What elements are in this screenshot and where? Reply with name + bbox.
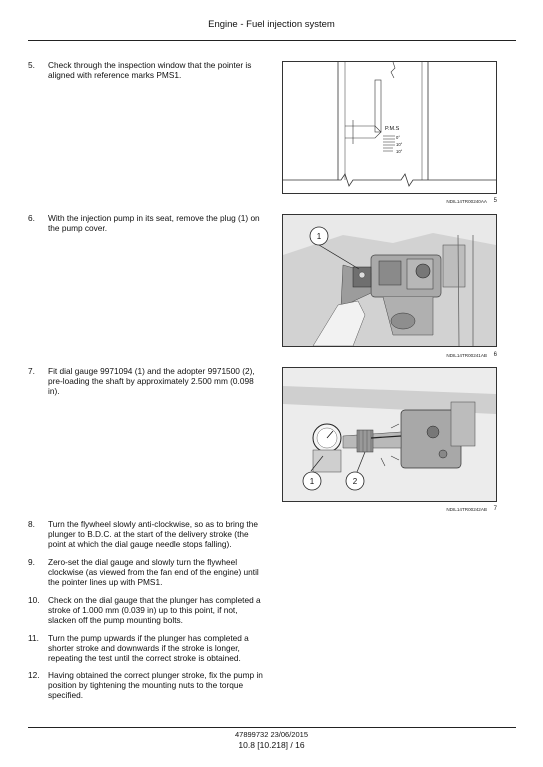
figure-code: NDIL14TR00240AA <box>446 199 487 204</box>
step-text: Having obtained the correct plunger stroke, fix the pump in position by tightening the mounting nuts to the torque specified. <box>48 670 263 701</box>
figure-6-pump-cover <box>282 214 497 347</box>
step-8 <box>28 519 264 550</box>
step-text: Turn the flywheel slowly anti-clockwise, so as to bring the plunger to B.D.C. at the start of the delivery stroke (the point at which the dial gauge needle stops falling). <box>48 519 258 550</box>
callout-1: 1 <box>309 477 315 486</box>
step-text: Zero-set the dial gauge and slowly turn the flywheel clockwise (as viewed from the fan end of the engine) until the pointer lines up with PMS1. <box>48 557 259 588</box>
step-number: 9. <box>28 557 35 567</box>
step-text: With the injection pump in its seat, remove the plug (1) on the pump cover. <box>48 213 260 234</box>
header-rule <box>28 40 516 41</box>
step-text: Turn the pump upwards if the plunger has completed a shorter stroke and downwards if the stroke is longer, repeating the test until the correct stroke is obtained. <box>48 633 249 664</box>
pms-label: P.M.S <box>385 126 400 132</box>
footer-doc: 47899732 23/06/2015 <box>235 730 308 739</box>
figure-number: 5 <box>493 198 497 204</box>
callout-1: 1 <box>316 232 322 241</box>
step-7 <box>28 366 264 397</box>
step-number: 10. <box>28 595 40 605</box>
step-6 <box>28 213 264 233</box>
step-10 <box>28 595 264 626</box>
step-number: 6. <box>28 213 35 223</box>
step-text: Check through the inspection window that the pointer is aligned with reference marks PMS1. <box>48 60 252 81</box>
step-number: 7. <box>28 366 35 376</box>
step-9 <box>28 557 264 588</box>
figure-7-dial-gauge <box>282 367 497 502</box>
figure-code: NDIL14TR00242AB <box>446 507 487 512</box>
step-number: 8. <box>28 519 35 529</box>
step-text: Fit dial gauge 9971094 (1) and the adopter 9971500 (2), pre-loading the shaft by approximately 2.500 mm (0.098 in). <box>48 366 255 397</box>
figure-number: 6 <box>493 352 497 358</box>
figure-number: 7 <box>493 506 497 512</box>
step-number: 11. <box>28 633 39 643</box>
step-5 <box>28 60 264 80</box>
page-header: Engine - Fuel injection system <box>208 19 335 30</box>
step-number: 5. <box>28 60 35 70</box>
figure-code: NDIL14TR00241AB <box>446 353 487 358</box>
step-number: 12. <box>28 670 40 680</box>
pms-tick-label: 0° <box>396 135 401 140</box>
footer-page: 10.8 [10.218] / 16 <box>238 740 305 750</box>
callout-2: 2 <box>352 477 358 486</box>
step-text: Check on the dial gauge that the plunger has completed a stroke of 1.000 mm (0.039 in) up to this point, if not, slacken off the pump mounting bolts. <box>48 595 261 626</box>
pms-tick-label: 10° <box>396 149 403 154</box>
footer-rule <box>28 727 516 728</box>
step-12 <box>28 670 264 701</box>
figure-5-inspection-window <box>282 61 497 194</box>
step-11 <box>28 633 264 664</box>
pms-tick-label: 10° <box>396 142 403 147</box>
